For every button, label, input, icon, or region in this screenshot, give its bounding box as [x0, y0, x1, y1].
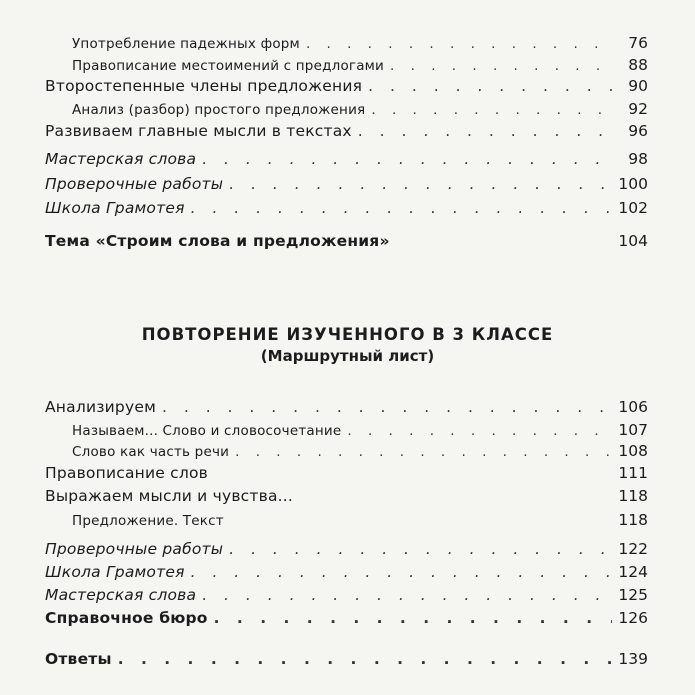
toc-entry-label: Проверочные работы: [45, 175, 224, 193]
toc-entry[interactable]: [72, 100, 648, 118]
toc-entry[interactable]: [45, 232, 648, 250]
toc-entry[interactable]: [45, 150, 648, 168]
section-subheading: (Маршрутный лист): [260, 347, 435, 365]
toc-entry-page: 98: [628, 150, 648, 168]
toc-entry-label: Школа Грамотея: [45, 199, 185, 217]
toc-entry-label: Проверочные работы: [45, 540, 224, 558]
toc-entry-page: 122: [618, 540, 648, 558]
dot-leader: [202, 586, 612, 604]
toc-entry-label: Выражаем мысли и чувства...: [45, 487, 294, 505]
toc-entry-label: Справочное бюро: [45, 609, 208, 627]
toc-entry[interactable]: [45, 77, 648, 95]
toc-entry-label: Употребление падежных форм: [72, 36, 300, 52]
toc-entry-label: Предложение. Текст: [72, 513, 224, 529]
toc-entry-page: 102: [618, 199, 648, 217]
toc-entry-page: 76: [628, 34, 648, 52]
toc-entry-label: Правописание местоимений с предлогами: [72, 58, 385, 74]
dot-leader: [371, 102, 614, 118]
toc-entry-label: Называем... Слово и словосочетание: [72, 423, 342, 439]
toc-entry[interactable]: [45, 199, 648, 217]
toc-entry-label: Мастерская слова: [45, 586, 197, 604]
toc-entry-label: Слово как часть речи: [72, 444, 230, 460]
toc-entry-page: 107: [618, 421, 648, 439]
toc-entry[interactable]: [45, 650, 648, 668]
toc-entry[interactable]: [45, 487, 648, 505]
dot-leader: [191, 563, 613, 581]
dot-leader: [214, 609, 613, 627]
toc-entry[interactable]: [45, 122, 648, 140]
toc-entry[interactable]: [45, 563, 648, 581]
toc-entry[interactable]: [45, 175, 648, 193]
toc-entry-page: 118: [618, 487, 648, 505]
toc-entry-page: 90: [628, 77, 648, 95]
section-heading: ПОВТОРЕНИЕ ИЗУЧЕННОГО В 3 КЛАССЕ: [141, 325, 554, 344]
toc-entry[interactable]: [72, 56, 648, 74]
dot-leader: [368, 77, 614, 95]
toc-entry-label: Анализируем: [45, 398, 156, 416]
toc-entry[interactable]: [72, 511, 648, 529]
toc-entry-page: 104: [618, 232, 648, 250]
toc-entry-page: 100: [618, 175, 648, 193]
toc-entry-label: Школа Грамотея: [45, 563, 185, 581]
toc-entry-page: 139: [618, 650, 648, 668]
toc-entry[interactable]: [45, 398, 648, 416]
toc-entry-page: 124: [618, 563, 648, 581]
dot-leader: [118, 650, 613, 668]
toc-entry[interactable]: [45, 464, 648, 482]
toc-entry-page: 108: [618, 442, 648, 460]
toc-entry-page: 126: [618, 609, 648, 627]
toc-entry[interactable]: [45, 540, 648, 558]
dot-leader: [347, 423, 612, 439]
toc-entry-label: Тема «Строим слова и предложения»: [45, 232, 390, 250]
toc-entry-label: Мастерская слова: [45, 150, 197, 168]
dot-leader: [229, 540, 612, 558]
toc-entry[interactable]: [72, 34, 648, 52]
dot-leader: [235, 444, 612, 460]
toc-entry-page: 106: [618, 398, 648, 416]
toc-entry[interactable]: [72, 442, 648, 460]
dot-leader: [229, 175, 612, 193]
toc-entry-page: 125: [618, 586, 648, 604]
toc-entry-label: Правописание слов: [45, 464, 208, 482]
toc-entry-page: 96: [628, 122, 648, 140]
dot-leader: [162, 398, 612, 416]
toc-entry[interactable]: [45, 609, 648, 627]
toc-entry-page: 118: [618, 511, 648, 529]
dot-leader: [306, 36, 614, 52]
toc-entry-label: Анализ (разбор) простого предложения: [72, 102, 366, 118]
toc-entry-label: Второстепенные члены предложения: [45, 77, 363, 95]
dot-leader: [390, 58, 614, 74]
dot-leader: [191, 199, 613, 217]
toc-entry-page: 92: [628, 100, 648, 118]
toc-entry-page: 111: [618, 464, 648, 482]
toc-entry[interactable]: [45, 586, 648, 604]
toc-entry-label: Ответы: [45, 650, 112, 668]
toc-entry[interactable]: [72, 421, 648, 439]
toc-entry-page: 88: [628, 56, 648, 74]
toc-entry-label: Развиваем главные мысли в текстах: [45, 122, 352, 140]
dot-leader: [202, 150, 614, 168]
dot-leader: [358, 122, 614, 140]
